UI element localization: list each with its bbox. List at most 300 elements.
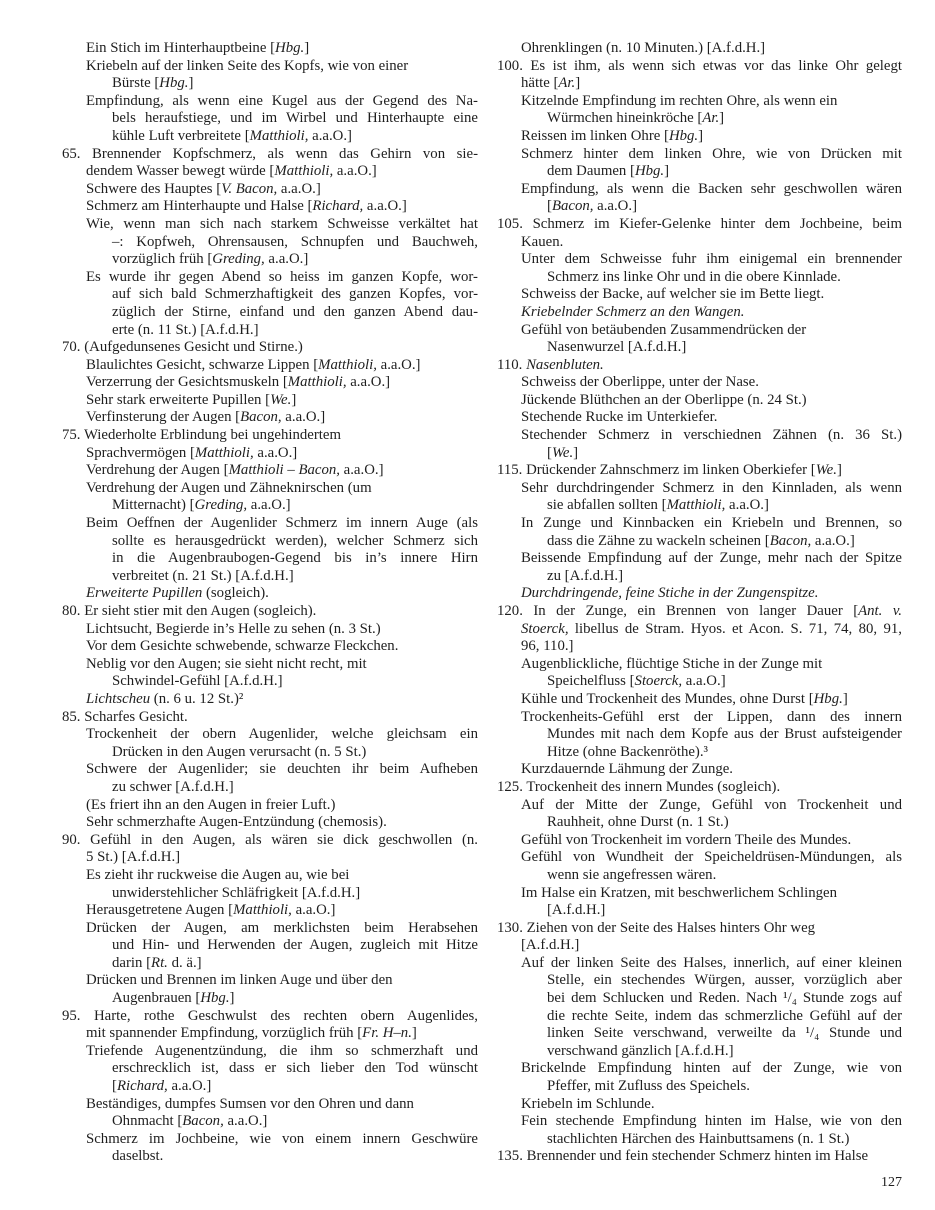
symptom-entry-paragraph <box>497 1113 902 1148</box>
body-text: darin [ <box>112 954 152 971</box>
symptom-entry-paragraph <box>62 902 478 920</box>
text-line <box>497 110 902 128</box>
body-text: Schwindel-Gefühl [A.f.d.H.] <box>112 673 283 690</box>
numbered-symptom-paragraph <box>497 1148 902 1166</box>
body-text: Hitze (ohne Backenröthe).³ <box>547 743 708 760</box>
symptom-entry-paragraph <box>497 251 902 286</box>
body-text: Auf der Mitte der Zunge, Gefühl von Trockenheit und <box>521 796 902 813</box>
text-line <box>497 40 902 58</box>
body-text: dem Daumen [ <box>547 163 635 180</box>
text-line <box>497 445 902 463</box>
citation-or-emphasis-text: Matthioli, <box>194 444 254 461</box>
numbered-symptom-paragraph <box>497 779 902 797</box>
body-text: [A.f.d.H.] <box>521 937 580 954</box>
citation-or-emphasis-text: Fr. H–n. <box>362 1025 412 1042</box>
text-line <box>497 58 902 76</box>
text-line <box>497 744 902 762</box>
text-line <box>497 902 902 920</box>
text-line <box>497 656 902 674</box>
text-line <box>62 867 478 885</box>
numbered-symptom-paragraph <box>497 357 902 375</box>
text-line <box>497 198 902 216</box>
text-line <box>62 603 478 621</box>
text-line <box>497 797 902 815</box>
body-text: Speichelfluss [ <box>547 673 635 690</box>
symptom-entry-paragraph <box>497 832 902 850</box>
text-line <box>62 216 478 234</box>
symptom-entry-paragraph <box>62 797 478 815</box>
numbered-symptom-paragraph <box>497 462 902 480</box>
body-text: a.a.O.] <box>308 127 352 144</box>
text-line <box>497 427 902 445</box>
body-text: Drücken und Brennen im linken Auge und über den <box>86 972 393 989</box>
citation-or-emphasis-text: Ant. v. <box>858 603 902 619</box>
body-text: 5 St.) [A.f.d.H.] <box>86 849 181 866</box>
symptom-number: 115. <box>497 462 523 479</box>
body-text: Verfinsterung der Augen [ <box>86 409 241 426</box>
body-text: Wie, wenn man sich nach starkem Schweisse verkältet hat <box>86 215 478 232</box>
body-text: mit spannender Empfindung, vorzüglich früh [ <box>86 1025 363 1042</box>
citation-or-emphasis-text: Richard, <box>116 1078 168 1095</box>
symptom-entry-paragraph <box>62 656 478 691</box>
body-text: a.a.O.] <box>264 251 309 268</box>
body-text: Mundes mit nach dem Kopfe aus der Brust aufsteigender <box>547 726 902 743</box>
symptom-number: 80. <box>62 603 81 619</box>
symptom-number: 65. <box>62 145 81 162</box>
text-line <box>62 885 478 903</box>
body-text: a.a.O.] <box>339 462 384 479</box>
citation-or-emphasis-text: Matthioli, <box>287 374 347 391</box>
body-text: und Hin- und Herwenden der Augen, zugleich mit Hitze <box>112 937 478 954</box>
symptom-entry-paragraph <box>62 374 478 392</box>
body-text: Schmerz im Kiefer-Gelenke hinter dem Jochbeine, beim <box>532 215 902 232</box>
body-text: Brennender und fein stechender Schmerz hinten im Halse <box>526 1148 869 1165</box>
text-line <box>62 445 478 463</box>
body-text: Im Halse ein Kratzen, mit beschwerlichem Schlingen <box>521 884 837 901</box>
body-text: Beim Oeffnen der Augenlider Schmerz im innern Auge (als <box>86 515 478 532</box>
symptom-entry-paragraph <box>62 585 478 603</box>
symptom-entry-paragraph <box>62 392 478 410</box>
body-text: auf sich bald Schmerzhaftigkeit des ganzen Kopfes, vor- <box>112 286 478 303</box>
body-text: Es wurde ihr gegen Abend so heiss im ganzen Kopfe, wor- <box>86 268 478 285</box>
body-text: Kurzdauernde Lähmung der Zunge. <box>521 761 734 778</box>
body-text: erte (n. 11 St.) [A.f.d.H.] <box>112 321 259 338</box>
text-line <box>62 1113 478 1131</box>
body-text: a.a.O.] <box>363 198 407 215</box>
body-text: Drückender Zahnschmerz im linken Oberkiefer [ <box>526 462 816 479</box>
column-right <box>497 40 902 1166</box>
text-line <box>497 1008 902 1026</box>
body-text: Es zieht ihr ruckweise die Augen au, wie bei <box>86 866 350 883</box>
citation-or-emphasis-text: Bacon, <box>551 198 594 215</box>
body-text: In Zunge und Kinnbacken ein Kriebeln und Brennen, so <box>521 515 902 532</box>
text-line <box>62 146 478 164</box>
text-line <box>497 1025 902 1043</box>
symptom-entry-paragraph <box>497 93 902 128</box>
symptom-entry-paragraph <box>497 955 902 1061</box>
text-line <box>62 797 478 815</box>
text-line <box>62 427 478 445</box>
body-text: Fein stechende Empfindung hinten im Halse, wie von den <box>521 1113 902 1130</box>
symptom-entry-paragraph <box>497 550 902 585</box>
text-line <box>497 409 902 427</box>
body-text: Gefühl von Wundheit der Speicheldrüsen-Mündungen, als <box>521 849 902 866</box>
body-text: Verzerrung der Gesichtsmuskeln [ <box>86 374 288 391</box>
citation-or-emphasis-text: Hbg. <box>159 75 189 92</box>
body-text: Harte, rothe Geschwulst des rechten obern Augenlides, <box>93 1007 478 1024</box>
text-line <box>62 374 478 392</box>
body-text: verbreitet (n. 21 St.) [A.f.d.H.] <box>112 567 294 584</box>
numbered-symptom-paragraph <box>62 603 478 621</box>
body-text: Scharfes Gesicht. <box>84 708 188 725</box>
numbered-symptom-paragraph <box>497 603 902 656</box>
symptom-number: 105. <box>497 215 523 232</box>
body-text: [ <box>547 444 552 461</box>
body-text: Lichtsucht, Begierde in’s Helle zu sehen (n. 3 St.) <box>86 620 381 637</box>
text-line <box>62 1078 478 1096</box>
body-text: Stechender Schmerz in verschiednen Zähnen (n. 36 St.) <box>521 427 902 444</box>
body-text: Er sieht stier mit den Augen (sogleich). <box>84 603 317 619</box>
body-text: ] <box>836 462 842 479</box>
body-text: ] <box>664 163 670 180</box>
symptom-entry-paragraph <box>62 269 478 339</box>
text-line <box>497 216 902 234</box>
text-line <box>497 568 902 586</box>
symptom-number: 130. <box>497 919 523 936</box>
body-text: Brickelnde Empfindung hinten auf der Zunge, wie von <box>521 1060 902 1077</box>
numbered-symptom-paragraph <box>497 920 902 955</box>
text-line <box>497 920 902 938</box>
symptom-entry-paragraph <box>62 814 478 832</box>
body-text: Vor dem Gesichte schwebende, schwarze Fleckchen. <box>86 638 399 655</box>
citation-or-emphasis-text: V. Bacon, <box>221 180 278 197</box>
body-text: Auf der linken Seite des Halses, innerlich, auf einer kleinen <box>521 954 902 971</box>
body-text: a.a.O.] <box>291 902 336 919</box>
body-text: Schwere des Hauptes [ <box>86 180 222 197</box>
symptom-entry-paragraph <box>62 972 478 1007</box>
text-line <box>497 163 902 181</box>
text-line <box>62 392 478 410</box>
body-text: Reissen im linken Ohre [ <box>521 127 669 144</box>
symptom-number: 95. <box>62 1007 81 1024</box>
symptom-entry-paragraph <box>497 128 902 146</box>
symptom-number: 125. <box>497 778 523 795</box>
text-line <box>497 234 902 252</box>
body-text: Sprachvermögen [ <box>86 444 195 461</box>
citation-or-emphasis-text: Bacon, <box>769 532 812 549</box>
text-line <box>62 58 478 76</box>
text-line <box>62 568 478 586</box>
text-line <box>497 638 902 656</box>
body-text: Schmerz hinter dem linken Ohre, wie von Drücken mit <box>521 145 902 162</box>
citation-or-emphasis-text: Matthioli, <box>249 127 309 144</box>
body-text: ] <box>291 391 297 408</box>
symptom-entry-paragraph <box>497 515 902 550</box>
text-line <box>62 937 478 955</box>
text-line <box>62 832 478 850</box>
text-line <box>62 1060 478 1078</box>
body-text: Verdrehung der Augen und Zähneknirschen (um <box>86 479 372 496</box>
text-line <box>497 621 902 639</box>
body-text: Bürste [ <box>112 75 160 92</box>
symptom-number: 85. <box>62 708 81 725</box>
body-text: züglich der Stirne, einfand und den ganzen Abend dau- <box>112 303 478 320</box>
body-text: a.a.O.] <box>333 163 377 180</box>
body-text: sollte es herausgedrückt werden), welcher Schmerz sich <box>112 532 478 549</box>
text-line <box>497 726 902 744</box>
text-line <box>62 656 478 674</box>
symptom-entry-paragraph <box>497 286 902 304</box>
page-number: 127 <box>881 1175 902 1190</box>
body-text: Ohrenklingen (n. 10 Minuten.) [A.f.d.H.] <box>521 40 766 56</box>
body-text: Würmchen hineinkröche [ <box>547 110 703 127</box>
text-line <box>62 286 478 304</box>
body-text: unwiderstehlicher Schläfrigkeit [A.f.d.H.] <box>112 884 361 901</box>
body-text: Sehr stark erweiterte Pupillen [ <box>86 391 271 408</box>
body-text: Trockenheit des innern Mundes (sogleich). <box>526 778 781 795</box>
symptom-entry-paragraph <box>497 480 902 515</box>
text-line <box>62 550 478 568</box>
body-text: zu [A.f.d.H.] <box>547 567 624 584</box>
body-text: Drücken der Augen, am merklichsten beim Herabsehen <box>86 919 478 936</box>
numbered-symptom-paragraph <box>62 832 478 867</box>
text-line <box>62 955 478 973</box>
text-line <box>62 497 478 515</box>
body-text: –: Kopfweh, Ohrensausen, Schnupfen und Bauchweh, <box>112 233 478 250</box>
text-line <box>497 885 902 903</box>
body-text: daselbst. <box>112 1148 164 1165</box>
body-text: ] <box>842 690 848 707</box>
symptom-entry-paragraph <box>62 621 478 639</box>
text-line <box>497 93 902 111</box>
body-text: dass die Zähne zu wackeln scheinen [ <box>547 532 770 549</box>
symptom-entry-paragraph <box>62 726 478 761</box>
body-text: [ <box>112 1078 117 1095</box>
text-line <box>497 691 902 709</box>
symptom-entry-paragraph <box>62 409 478 427</box>
text-line <box>62 480 478 498</box>
citation-or-emphasis-text: Ar. <box>702 110 720 127</box>
citation-or-emphasis-text: Ar. <box>558 75 576 92</box>
body-text: wenn sie angefressen wären. <box>547 866 717 883</box>
text-line <box>62 234 478 252</box>
symptom-entry-paragraph <box>62 1043 478 1096</box>
text-line <box>497 761 902 779</box>
text-line <box>497 1078 902 1096</box>
symptom-entry-paragraph <box>497 585 902 603</box>
symptom-entry-paragraph <box>62 515 478 585</box>
text-line <box>497 1148 902 1166</box>
body-text: Rauhheit, ohne Durst (n. 1 St.) <box>547 814 729 831</box>
text-line <box>62 93 478 111</box>
text-line <box>497 955 902 973</box>
body-text: Trockenheit der obern Augenlider, welche gleichsam ein <box>86 726 478 743</box>
numbered-symptom-paragraph <box>62 709 478 727</box>
text-line <box>497 603 902 621</box>
body-text: Wiederholte Erblindung bei ungehindertem <box>83 427 341 444</box>
text-line <box>497 251 902 269</box>
symptom-number: 135. <box>497 1148 523 1165</box>
text-line <box>62 1096 478 1114</box>
text-line <box>62 409 478 427</box>
body-text: kühle Luft verbreitete [ <box>112 127 250 144</box>
text-line <box>497 585 902 603</box>
text-line <box>497 533 902 551</box>
symptom-entry-paragraph <box>497 181 902 216</box>
citation-or-emphasis-text: Matthioli, <box>666 497 726 514</box>
text-line <box>62 357 478 375</box>
body-text: Sehr durchdringender Schmerz in den Kinnladen, als wenn <box>521 479 902 496</box>
text-line <box>62 902 478 920</box>
symptom-entry-paragraph <box>497 656 902 691</box>
body-text: Kriebeln auf der linken Seite des Kopfs, wie von einer <box>86 57 409 74</box>
text-line <box>497 357 902 375</box>
body-text: Jückende Blüthchen an der Oberlippe (n. 24 St.) <box>521 391 807 408</box>
symptom-entry-paragraph <box>497 1060 902 1095</box>
symptom-number: 90. <box>62 831 81 848</box>
body-text: Kauen. <box>521 233 564 250</box>
citation-or-emphasis-text: Matthioli, <box>274 163 334 180</box>
body-text: Ziehen von der Seite des Halses hinters Ohr weg <box>526 919 816 936</box>
body-text: sie abfallen sollten [ <box>547 497 667 514</box>
citation-or-emphasis-text: Bacon, <box>182 1113 224 1130</box>
text-line <box>62 990 478 1008</box>
symptom-entry-paragraph <box>497 392 902 410</box>
text-line <box>497 673 902 691</box>
text-line <box>62 779 478 797</box>
text-line <box>62 198 478 216</box>
body-text: Sehr schmerzhafte Augen-Entzündung (chemosis). <box>86 814 387 831</box>
text-line <box>497 181 902 199</box>
body-text: (Es friert ihn an den Augen in freier Luft.) <box>86 796 336 813</box>
symptom-entry-paragraph <box>497 797 902 832</box>
text-line <box>497 937 902 955</box>
text-line <box>497 462 902 480</box>
text-line <box>62 920 478 938</box>
body-text: Brennender Kopfschmerz, als wenn das Gehirn von sie- <box>92 145 478 162</box>
citation-or-emphasis-text: Stoerck, <box>634 673 683 690</box>
text-line <box>497 339 902 357</box>
text-line <box>497 779 902 797</box>
text-line <box>497 392 902 410</box>
symptom-entry-paragraph <box>497 374 902 392</box>
body-text: d. ä.] <box>167 954 202 971</box>
text-line <box>497 304 902 322</box>
text-line <box>497 1131 902 1149</box>
symptom-entry-paragraph <box>497 885 902 920</box>
symptom-entry-paragraph <box>497 304 902 322</box>
symptom-number: 110. <box>497 356 523 373</box>
body-text: Augenblickliche, flüchtige Stiche in der Zunge mit <box>521 655 823 672</box>
body-text: Schmerz am Hinterhaupte und Halse [ <box>86 198 313 215</box>
body-text: a.a.O.] <box>346 374 391 391</box>
text-line <box>497 1113 902 1131</box>
numbered-symptom-paragraph <box>62 427 478 462</box>
citation-or-emphasis-text: Matthioli, <box>318 356 377 373</box>
body-text: ] <box>188 75 194 92</box>
body-text: ] <box>411 1025 417 1042</box>
body-text: Triefende Augenentzündung, die ihm so schmerzhaft und <box>86 1042 478 1059</box>
citation-or-emphasis-text: Erweiterte Pupillen <box>86 585 203 602</box>
text-line <box>497 1043 902 1061</box>
numbered-symptom-paragraph <box>62 339 478 357</box>
text-line <box>62 1131 478 1149</box>
body-text: Verdrehung der Augen [ <box>86 462 229 479</box>
text-line <box>497 1060 902 1078</box>
text-line <box>62 339 478 357</box>
text-line <box>62 691 478 709</box>
text-line <box>497 849 902 867</box>
text-line <box>62 585 478 603</box>
symptom-entry-paragraph <box>62 920 478 973</box>
body-text: in die Augenbraubogen-Gegend bis in’s innere Hirn <box>112 550 478 567</box>
text-line <box>62 163 478 181</box>
citation-or-emphasis-text: Rt. <box>151 954 168 971</box>
body-text: Gefühl von Trockenheit im vordern Theile des Mundes. <box>521 831 852 848</box>
body-text: Empfindung, als wenn die Backen sehr geschwollen wären <box>521 180 902 197</box>
body-text: Kitzelnde Empfindung im rechten Ohre, als wenn ein <box>521 92 838 109</box>
text-line <box>62 761 478 779</box>
text-line <box>497 128 902 146</box>
body-text: Drücken in den Augen verursacht (n. 5 St.) <box>112 743 367 760</box>
body-text: Nasenwurzel [A.f.d.H.] <box>547 339 687 356</box>
citation-or-emphasis-text: Greding, <box>212 251 265 268</box>
text-line <box>62 726 478 744</box>
text-line <box>497 814 902 832</box>
body-text: a.a.O.] <box>376 356 421 373</box>
citation-or-emphasis-text: Lichtscheu <box>86 690 151 707</box>
symptom-entry-paragraph <box>62 93 478 146</box>
body-text: verschwand gänzlich [A.f.d.H.] <box>547 1042 734 1059</box>
symptom-entry-paragraph <box>497 40 902 58</box>
body-text: Blaulichtes Gesicht, schwarze Lippen [ <box>86 356 319 373</box>
symptom-entry-paragraph <box>62 867 478 902</box>
text-line <box>497 269 902 287</box>
body-text: Ohnmacht [ <box>112 1113 183 1130</box>
text-line <box>62 1148 478 1166</box>
body-text: Trockenheits-Gefühl erst der Lippen, dann des innern <box>521 708 902 725</box>
citation-or-emphasis-text: Richard, <box>312 198 364 215</box>
body-text: a.a.O.] <box>811 532 855 549</box>
text-line <box>497 550 902 568</box>
symptom-number: 75. <box>62 427 81 444</box>
symptom-entry-paragraph <box>497 146 902 181</box>
text-line <box>62 515 478 533</box>
symptom-number: 70. <box>62 339 81 356</box>
body-text: Empfindung, als wenn eine Kugel aus der Gegend des Na- <box>86 92 478 109</box>
symptom-entry-paragraph <box>62 691 478 709</box>
text-line <box>497 515 902 533</box>
citation-or-emphasis-text: Hbg. <box>668 127 699 144</box>
text-line <box>62 110 478 128</box>
citation-or-emphasis-text: Hbg. <box>634 163 665 180</box>
body-text: vorzüglich früh [ <box>112 251 213 268</box>
body-text: a.a.O.] <box>247 497 291 514</box>
text-line <box>497 867 902 885</box>
symptom-entry-paragraph <box>62 1131 478 1166</box>
body-text: a.a.O.] <box>167 1078 212 1095</box>
body-text: (sogleich). <box>202 585 269 602</box>
text-line <box>62 744 478 762</box>
symptom-entry-paragraph <box>497 322 902 357</box>
body-text: ] <box>304 40 310 56</box>
body-text: 96, 110.] <box>521 638 574 655</box>
body-text: Unter dem Schweisse fuhr ihm einigemal ein brennender <box>521 251 902 268</box>
text-line <box>497 75 902 93</box>
body-text: hätte [ <box>521 75 559 92</box>
body-text: linken Seite verschwand, verweilte da ¹/₄ Stunde und <box>547 1025 902 1042</box>
text-line <box>62 849 478 867</box>
